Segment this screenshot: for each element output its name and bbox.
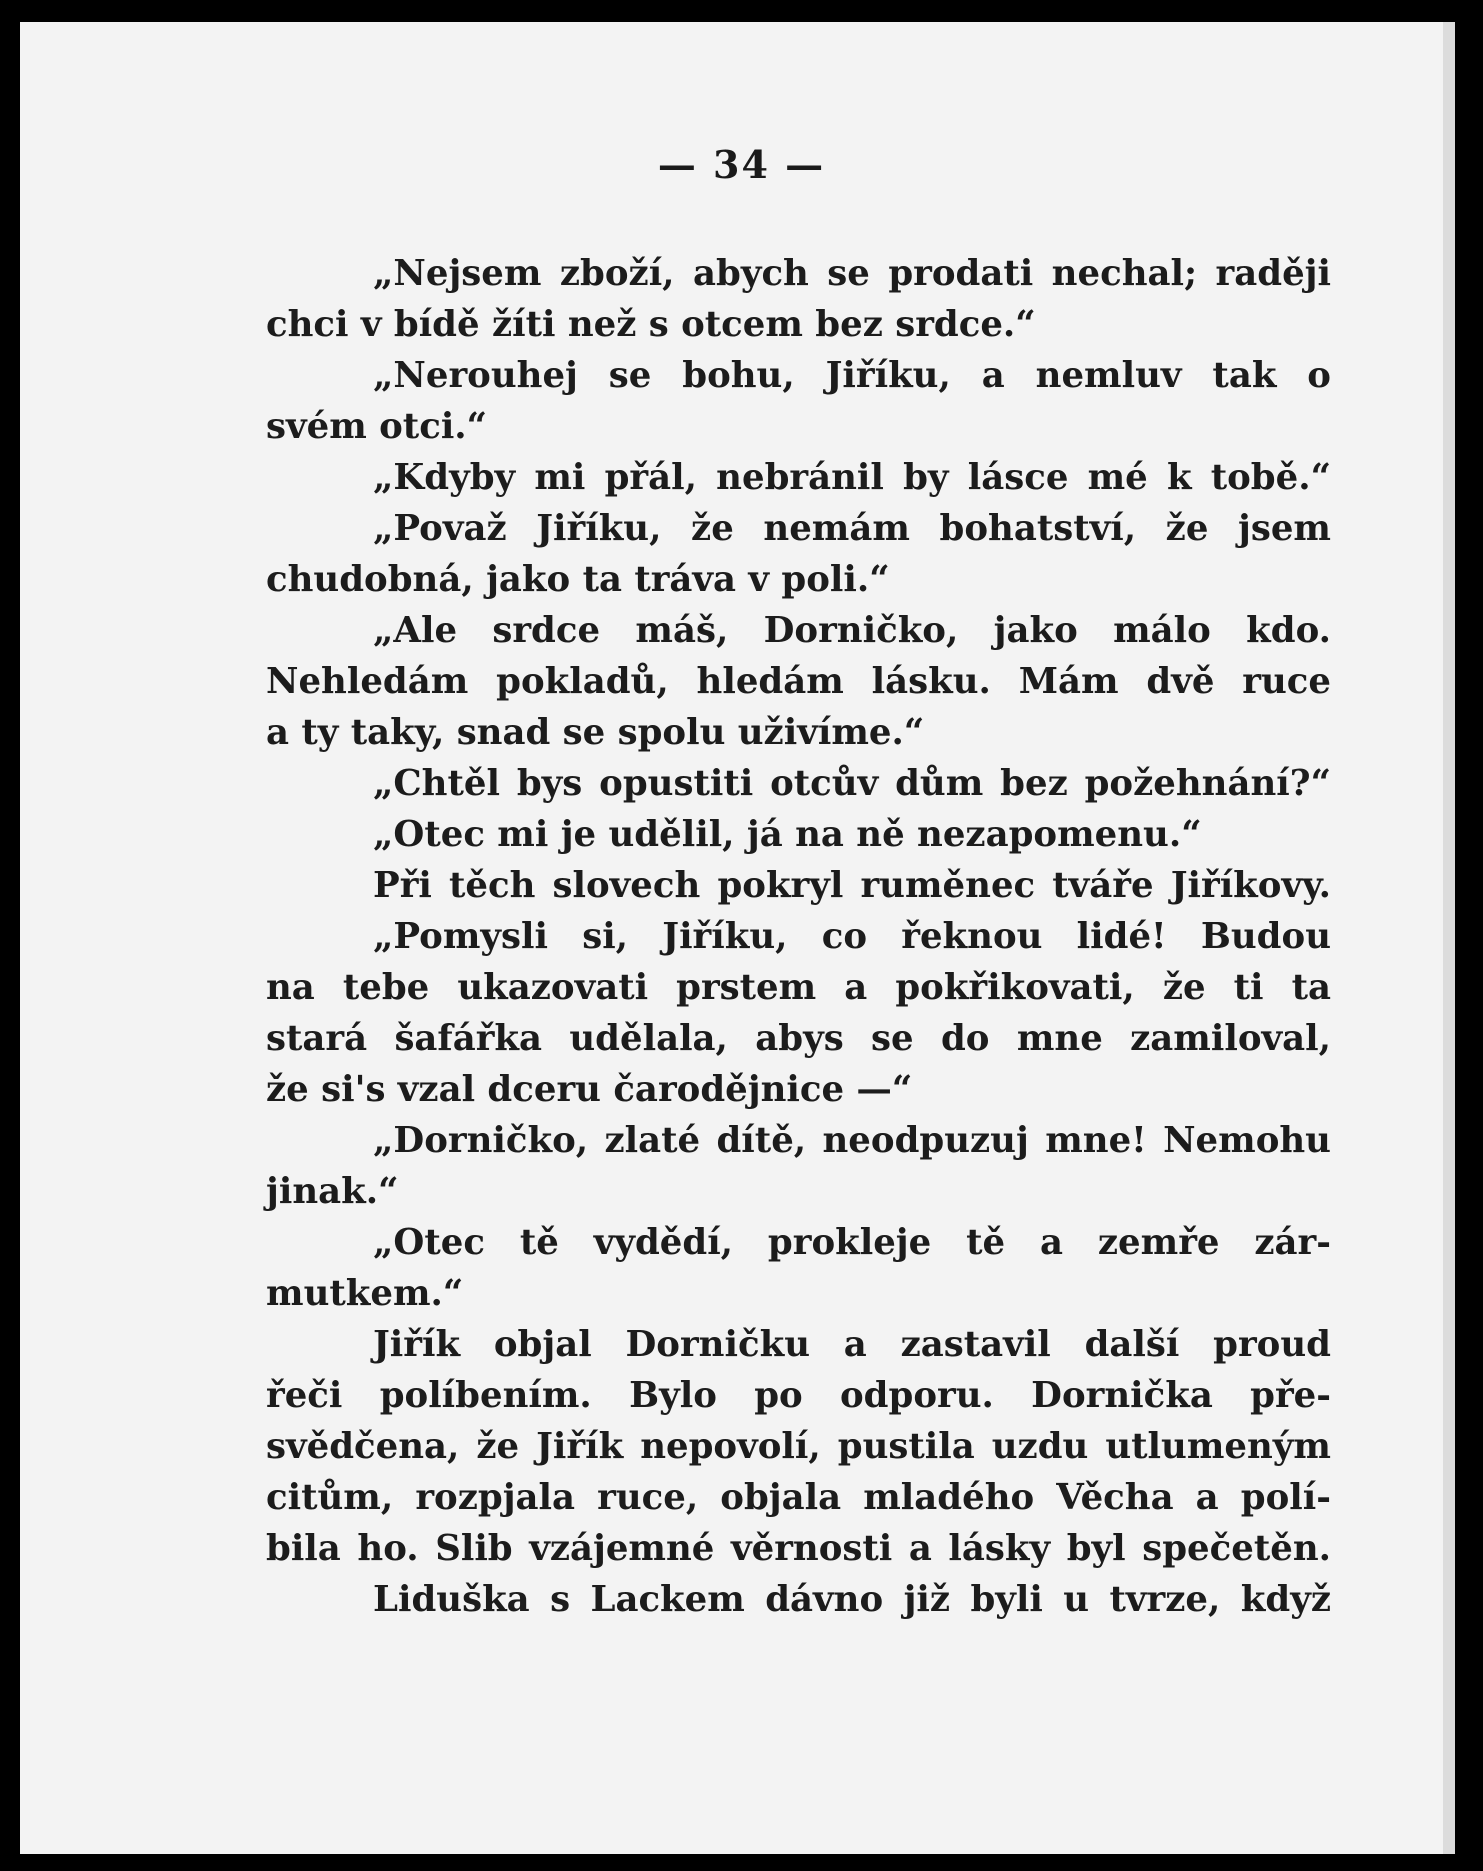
text-line: „Otec tě vydědí, prokleje tě a zemře zár- [373, 1222, 1331, 1263]
text-line: Nehledám pokladů, hledám lásku. Mám dvě ruce [266, 661, 1331, 702]
text-line: „Nerouhej se bohu, Jiříku, a nemluv tak o [373, 355, 1331, 396]
page-number: — 34 — [657, 142, 826, 187]
text-line: chci v bídě žíti než s otcem bez srdce.“ [266, 304, 1036, 345]
text-line: jinak.“ [266, 1171, 399, 1212]
text-line: „Ale srdce máš, Dorničko, jako málo kdo. [373, 610, 1331, 651]
text-line: „Otec mi je udělil, já na ně nezapomenu.“ [373, 814, 1202, 855]
text-line: bila ho. Slib vzájemné věrnosti a lásky byl spečetěn. [266, 1528, 1331, 1569]
text-line: Jiřík objal Dorničku a zastavil další proud [373, 1324, 1331, 1365]
text-line: „Chtěl bys opustiti otcův dům bez požehnání?“ [373, 763, 1331, 804]
text-line: svědčena, že Jiřík nepovolí, pustila uzdu utlumeným [266, 1426, 1331, 1467]
text-line: citům, rozpjala ruce, objala mladého Věcha a polí- [266, 1477, 1331, 1518]
text-line: že si's vzal dceru čarodějnice —“ [266, 1069, 913, 1110]
body-text [266, 248, 1331, 1625]
text-line: Při těch slovech pokryl ruměnec tváře Jiříkovy. [373, 865, 1331, 906]
text-line: Liduška s Lackem dávno již byli u tvrze, když [373, 1579, 1331, 1620]
text-line: „Dorničko, zlaté dítě, neodpuzuj mne! Nemohu [373, 1120, 1331, 1161]
text-line: „Nejsem zboží, abych se prodati nechal; raději [373, 253, 1331, 294]
text-line: stará šafářka udělala, abys se do mne zamiloval, [266, 1018, 1331, 1059]
text-line: mutkem.“ [266, 1273, 464, 1314]
text-line: svém otci.“ [266, 406, 488, 447]
text-line: a ty taky, snad se spolu uživíme.“ [266, 712, 925, 753]
text-line: chudobná, jako ta tráva v poli.“ [266, 559, 890, 600]
text-line: „Kdyby mi přál, nebránil by lásce mé k tobě.“ [373, 457, 1331, 498]
text-line: na tebe ukazovati prstem a pokřikovati, že ti ta [266, 967, 1331, 1008]
text-line: „Považ Jiříku, že nemám bohatství, že jsem [373, 508, 1331, 549]
text-line: řeči políbením. Bylo po odporu. Dornička pře- [266, 1375, 1331, 1416]
page-edge [1443, 22, 1455, 1854]
text-line: „Pomysli si, Jiříku, co řeknou lidé! Budou [373, 916, 1331, 957]
